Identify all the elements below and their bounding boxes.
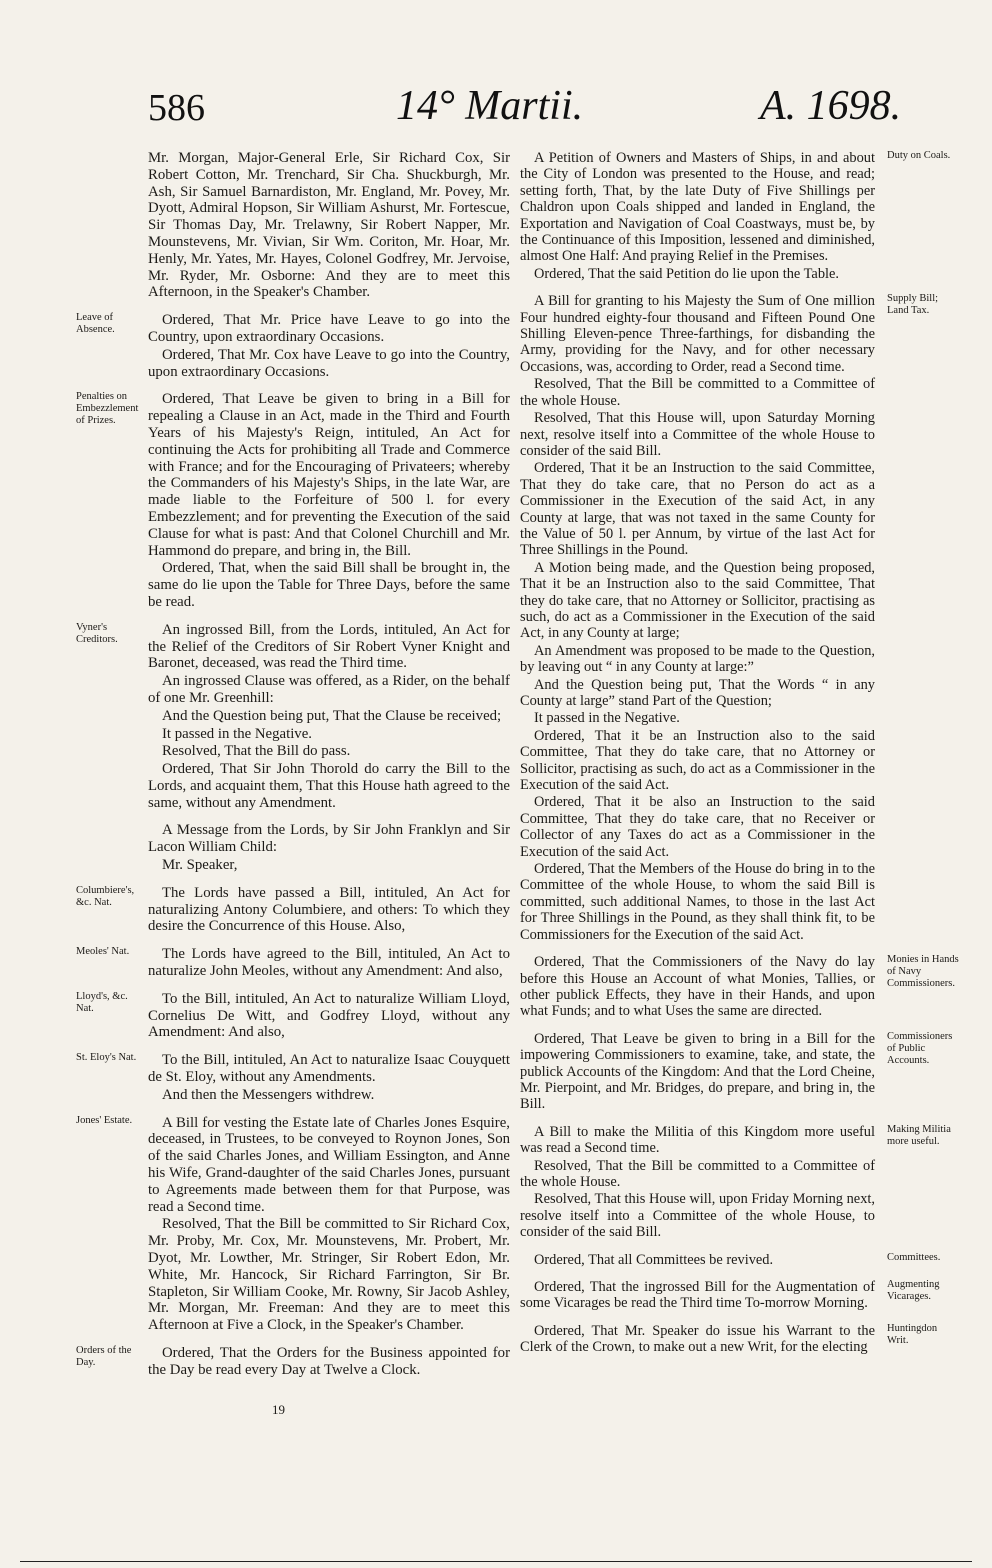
journal-entry xyxy=(520,1030,953,1113)
margin-note: Committees. xyxy=(887,1251,941,1263)
entry-paragraph: Resolved, That the Bill be committed to a Committee of the whole House. xyxy=(520,376,875,409)
journal-entry xyxy=(76,884,510,935)
journal-entry xyxy=(76,946,510,980)
margin-note: Meoles' Nat. xyxy=(76,946,130,958)
entry-paragraph: Ordered, That Mr. Price have Leave to go into the Country, upon extraordinary Occasions. xyxy=(148,312,510,345)
journal-entry xyxy=(148,150,510,301)
entry-paragraph: And the Question being put, That the Clause be received; xyxy=(162,707,502,724)
entry-paragraph: Ordered, That all Committees be revived. xyxy=(534,1251,774,1268)
entry-paragraph: Resolved, That the Bill be committed to a Committee of the whole House. xyxy=(520,1157,875,1190)
margin-note: Huntingdon Writ. xyxy=(887,1322,938,1346)
entry-paragraph: To the Bill, intituled, An Act to naturalize Isaac Couyquett de St. Eloy, without any Amendments. xyxy=(148,1052,510,1086)
margin-note: Augmenting Vicarages. xyxy=(887,1279,940,1302)
journal-entry xyxy=(520,954,959,1020)
right-column xyxy=(520,150,959,1367)
entry-paragraph: Resolved, That this House will, upon Saturday Morning next, resolve itself into a Committee of the whole House to consider of the said Bill. xyxy=(520,410,875,459)
journal-entry xyxy=(148,822,510,873)
margin-note: Lloyd's, &c. Nat. xyxy=(76,990,128,1014)
left-column xyxy=(76,150,510,1390)
journal-entry xyxy=(520,293,939,943)
entry-paragraph: Ordered, That the Commissioners of the Navy do lay before this House an Account of what Monies, Tallies, or other publick Effects, they have in their Hands, and upon what Funds; and to what Uses the same are directed. xyxy=(520,954,875,1020)
entry-paragraph: Ordered, That it be also an Instruction to the said Committee, That they do take care, that no Receiver or Collector of any Taxes do act as a Commissioner in the Execution of the said Act. xyxy=(520,794,875,860)
margin-note: Commissioners of Public Accounts. xyxy=(887,1030,953,1066)
margin-note: Jones' Estate. xyxy=(76,1114,133,1126)
margin-note: Monies in Hands of Navy Commissioners. xyxy=(887,954,959,990)
entry-paragraph: Ordered, That Mr. Speaker do issue his Warrant to the Clerk of the Crown, to make out a new Writ, for the electing xyxy=(520,1322,875,1356)
entry-paragraph: It passed in the Negative. xyxy=(162,725,312,742)
margin-note: Supply Bill; Land Tax. xyxy=(887,293,939,317)
journal-entry xyxy=(520,1123,951,1241)
entry-paragraph: To the Bill, intituled, An Act to naturalize William Lloyd, Cornelius De Witt, and Godfrey Lloyd, without any Amendment: And also, xyxy=(148,990,510,1041)
signature-mark: 19 xyxy=(272,1402,285,1417)
page-year-heading: A. 1698. xyxy=(760,83,902,129)
margin-note: Columbiere's, &c. Nat. xyxy=(76,884,135,908)
entry-paragraph: Ordered, That the Orders for the Business appointed for the Day be read every Day at Twelve a Clock. xyxy=(148,1345,510,1378)
bottom-rule xyxy=(20,1561,972,1562)
page-number: 586 xyxy=(148,87,205,129)
entry-paragraph: A Bill for granting to his Majesty the Sum of One million Four hundred eighty-four thousand and Fifteen Pound One Shilling Eleven-pence Three-farthings, for disbanding the Army, providing for the Navy, and for other necessary Occasions, was, according to Order, read a Second time. xyxy=(520,293,875,375)
journal-entry xyxy=(76,621,510,812)
entry-paragraph: An ingrossed Bill, from the Lords, intituled, An Act for the Relief of the Creditors of Sir Robert Vyner Knight and Baronet, deceased, was read the Third time. xyxy=(148,621,510,672)
entry-paragraph: A Message from the Lords, by Sir John Franklyn and Sir Lacon William Child: xyxy=(148,822,510,856)
entry-paragraph: An ingrossed Clause was offered, as a Rider, on the behalf of one Mr. Greenhill: xyxy=(148,673,510,706)
margin-note: Making Militia more useful. xyxy=(887,1123,951,1147)
journal-entry xyxy=(76,990,510,1041)
margin-note: Duty on Coals. xyxy=(887,150,951,161)
page-date-heading: 14° Martii. xyxy=(396,83,584,129)
entry-paragraph: And then the Messengers withdrew. xyxy=(162,1086,375,1103)
journal-entry xyxy=(520,1279,940,1312)
entry-paragraph: Ordered, That Sir John Thorold do carry the Bill to the Lords, and acquaint them, That this House hath agreed to the same, without any Amendment. xyxy=(148,761,510,811)
entry-paragraph: A Bill to make the Militia of this Kingdom more useful was read a Second time. xyxy=(520,1123,875,1157)
journal-entry xyxy=(76,1345,510,1379)
entry-paragraph: Resolved, That this House will, upon Friday Morning next, resolve itself into a Committee of the whole House, to consider of the said Bill. xyxy=(520,1191,875,1241)
entry-paragraph: Ordered, That the ingrossed Bill for the Augmentation of some Vicarages be read the Third time To-morrow Morning. xyxy=(520,1279,875,1312)
journal-entry xyxy=(76,1114,510,1334)
journal-entry xyxy=(520,1322,938,1356)
journal-entry xyxy=(520,1251,941,1268)
entry-paragraph: Mr. Speaker, xyxy=(162,857,238,874)
journal-entry xyxy=(76,391,510,610)
entry-paragraph: The Lords have agreed to the Bill, intituled, An Act to naturalize John Meoles, without any Amendment: And also, xyxy=(148,946,510,980)
entry-paragraph: A Bill for vesting the Estate late of Charles Jones Esquire, deceased, in Trustees, to be conveyed to Roynon Jones, Son of the said Charles Jones, and William Essington, and Anne his Wife, Grand-daughter of the said Charles Jones, pursuant to Agreements made between them for that Purpose, was read a Second time. xyxy=(148,1114,510,1215)
entry-paragraph: An Amendment was proposed to be made to the Question, by leaving out “ in any County at large:” xyxy=(520,642,875,676)
entry-paragraph: Ordered, That the said Petition do lie upon the Table. xyxy=(534,265,839,282)
entry-paragraph: Resolved, That the Bill be committed to Sir Richard Cox, Mr. Proby, Mr. Cox, Mr. Mounstevens, Mr. Probert, Mr. Dyot, Mr. Lowther, Mr. Stringer, Sir Robert Edon, Mr. White, Mr. Hancock, Sir Richard Farrington, Sir Br. Stapleton, Sir William Cooke, Mr. Rowny, Sir Jacob Ashley, Mr. Morgan, Mr. Freeman: And they are to meet this Afternoon at Five a Clock, in the Speaker's Chamber. xyxy=(148,1216,510,1334)
journal-entry xyxy=(76,312,510,380)
margin-note: St. Eloy's Nat. xyxy=(76,1052,137,1064)
entry-paragraph: A Petition of Owners and Masters of Ships, in and about the City of London was presented to the House, and read; setting forth, That, by the late Duty of Five Shillings per Chaldron upon Coals shipped and landed in England, the Exportation and Navigation of Coal Coastways, must be, by the Continuance of this Imposition, lessened and diminished, almost One Half: And praying Relief in the Premises. xyxy=(520,150,875,265)
entry-paragraph: Mr. Morgan, Major-General Erle, Sir Richard Cox, Sir Robert Cotton, Mr. Trenchard, Sir Cha. Shuckburgh, Mr. Ash, Sir Samuel Barnardiston, Mr. England, Mr. Povey, Mr. Dyott, Admiral Hopson, Sir William Ashurst, Mr. Fortescue, Sir Thomas Day, Mr. Trelawny, Sir Robert Napper, Mr. Mounstevens, Mr. Vivian, Sir Wm. Coriton, Mr. Hoar, Mr. Henly, Mr. Yates, Mr. Hayes, Colonel Godfrey, Mr. Jervoise, Mr. Ryder, Mr. Osborne: And they are to meet this Afternoon, in the Speaker's Chamber. xyxy=(148,150,510,301)
margin-note: Orders of the Day. xyxy=(76,1345,132,1368)
entry-paragraph: A Motion being made, and the Question being proposed, That it be an Instruction also to the said Committee, That they do take care, that no Attorney or Sollicitor, practising as such, do act as a Commissioner in the Execution of the said Act, in any County at large; xyxy=(520,559,875,642)
journal-entry xyxy=(520,150,951,282)
journal-entry xyxy=(76,1052,510,1103)
entry-paragraph: Ordered, That Leave be given to bring in a Bill for the impowering Commissioners to examine, take, and state, the publick Accounts of the Kingdom: And that the Lord Cheine, Mr. Pierpoint, and Mr. Bridges, do prepare, and bring in, the Bill. xyxy=(520,1030,875,1113)
entry-paragraph: Ordered, That Mr. Cox have Leave to go into the Country, upon extraordinary Occasions. xyxy=(148,346,510,380)
margin-note: Leave of Absence. xyxy=(76,312,115,336)
entry-paragraph: The Lords have passed a Bill, intituled, An Act for naturalizing Antony Columbiere, and others: To which they desire the Concurrence of this House. Also, xyxy=(148,884,510,935)
entry-paragraph: Ordered, That it be an Instruction also to the said Committee, That they do take care, that no Attorney or Sollicitor, practising as such, do act as a Commissioner in the Execution of the said Act. xyxy=(520,727,875,794)
entry-paragraph: Ordered, That Leave be given to bring in a Bill for repealing a Clause in an Act, made in the Third and Fourth Years of his Majesty's Reign, intituled, An Act for continuing the Acts for prohibiting all Trade and Commerce with France; and for the Encouraging of Privateers; whereby the Commanders of his Majesty's Ships, in the late War, are made liable to the Forfeiture of 500 l. for every Embezzlement; and for preventing the Execution of the said Clause for what is past: And that Colonel Churchill and Mr. Hammond do prepare, and bring in, the Bill. xyxy=(148,391,510,559)
entry-paragraph: And the Question being put, That the Words “ in any County at large” stand Part of the Question; xyxy=(520,676,875,709)
entry-paragraph: Resolved, That the Bill do pass. xyxy=(162,743,351,760)
margin-note: Penalties on Embezzlement of Prizes. xyxy=(76,391,139,427)
margin-note: Vyner's Creditors. xyxy=(76,621,118,645)
entry-paragraph: It passed in the Negative. xyxy=(534,710,680,727)
entry-paragraph: Ordered, That, when the said Bill shall be brought in, the same do lie upon the Table for Three Days, before the same be read. xyxy=(148,560,510,610)
entry-paragraph: Ordered, That the Members of the House do bring in to the Committee of the whole House, to whom the said Bill is committed, such additional Names, to those in the last Act for Three Shillings in the Pound, as they shall think fit, to be Commissioners for the Execution of the said Act. xyxy=(520,861,875,943)
entry-paragraph: Ordered, That it be an Instruction to the said Committee, That they do take care, that no Person do act as a Commissioner in the Execution of the said Act, in any County at large, that was not taxed in the same County for the Value of 50 l. per Annum, by virtue of the last Act for Three Shillings in the Pound. xyxy=(520,460,875,559)
